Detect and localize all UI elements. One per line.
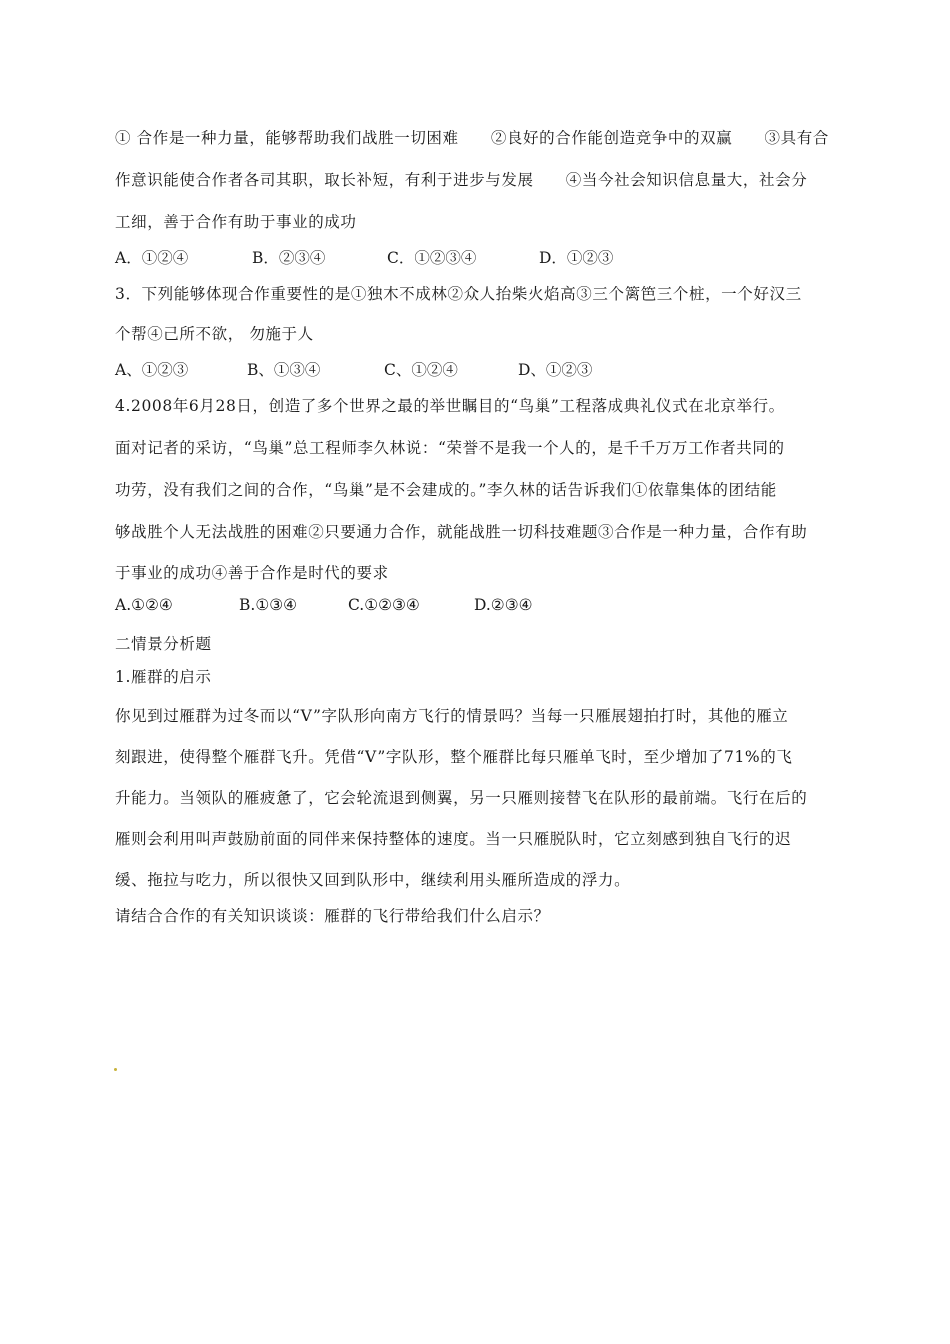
passage-line-2: 刻跟进，使得整个雁群飞升。凭借“V”字队形，整个雁群比每只雁单飞时，至少增加了71%的飞 xyxy=(115,748,793,766)
q4-line-3: 功劳，没有我们之间的合作，“鸟巢”是不会建成的。”李久林的话告诉我们①依靠集体的团结能 xyxy=(115,481,777,499)
q3-option-b: B、①③④ xyxy=(247,361,321,379)
q2-statement-line-2: 作意识能使合作者各司其职，取长补短，有利于进步与发展 ④当今社会知识信息量大，社会分 xyxy=(115,171,808,189)
q3-option-d: D、①②③ xyxy=(518,361,593,379)
section-subheading: 1.雁群的启示 xyxy=(115,668,212,686)
q4-option-d: D.②③④ xyxy=(474,596,533,614)
q4-option-c: C.①②③④ xyxy=(348,596,420,614)
q4-line-2: 面对记者的采访，“鸟巢”总工程师李久林说：“荣誉不是我一个人的，是千千万万工作者共同的 xyxy=(115,439,785,457)
discussion-question: 请结合合作的有关知识谈谈：雁群的飞行带给我们什么启示？ xyxy=(115,907,550,925)
passage-line-5: 缓、拖拉与吃力，所以很快又回到队形中，继续利用头雁所造成的浮力。 xyxy=(115,871,631,889)
q2-statement-line-1: ① 合作是一种力量，能够帮助我们战胜一切困难 ②良好的合作能创造竞争中的双赢 ③具有合 xyxy=(115,129,829,147)
q4-line-5: 于事业的成功④善于合作是时代的要求 xyxy=(115,564,389,582)
passage-line-3: 升能力。当领队的雁疲惫了，它会轮流退到侧翼，另一只雁则接替飞在队形的最前端。飞行在后的 xyxy=(115,789,808,807)
q3-option-c: C、①②④ xyxy=(384,361,458,379)
q2-options xyxy=(115,246,613,268)
scan-mark xyxy=(114,1068,117,1071)
q2-statement-line-3: 工细，善于合作有助于事业的成功 xyxy=(115,213,357,231)
q4-options xyxy=(115,596,533,614)
q4-line-1: 4.2008年6月28日，创造了多个世界之最的举世瞩目的“鸟巢”工程落成典礼仪式在北京举行。 xyxy=(115,397,785,415)
passage-line-4: 雁则会利用叫声鼓励前面的同伴来保持整体的速度。当一只雁脱队时，它立刻感到独自飞行的迟 xyxy=(115,830,792,848)
q2-option-a: A．①②④ xyxy=(115,249,189,267)
q2-option-d: D．①②③ xyxy=(539,249,614,267)
q3-options xyxy=(115,358,592,380)
passage-line-1: 你见到过雁群为过冬而以“V”字队形向南方飞行的情景吗？当每一只雁展翅拍打时，其他的雁立 xyxy=(115,707,789,725)
q3-option-a: A、①②③ xyxy=(115,361,189,379)
q3-line-2: 个帮④己所不欲， 勿施于人 xyxy=(115,325,314,343)
q2-option-c: C．①②③④ xyxy=(387,249,477,267)
q2-option-b: B．②③④ xyxy=(252,249,326,267)
q4-option-b: B.①③④ xyxy=(239,596,298,614)
q3-line-1: 3．下列能够体现合作重要性的是①独木不成林②众人抬柴火焰高③三个篱笆三个桩，一个好汉三 xyxy=(115,285,802,303)
q4-option-a: A.①②④ xyxy=(115,596,173,614)
q4-line-4: 够战胜个人无法战胜的困难②只要通力合作，就能战胜一切科技难题③合作是一种力量，合作有助 xyxy=(115,523,808,541)
section-heading: 二情景分析题 xyxy=(115,635,212,653)
